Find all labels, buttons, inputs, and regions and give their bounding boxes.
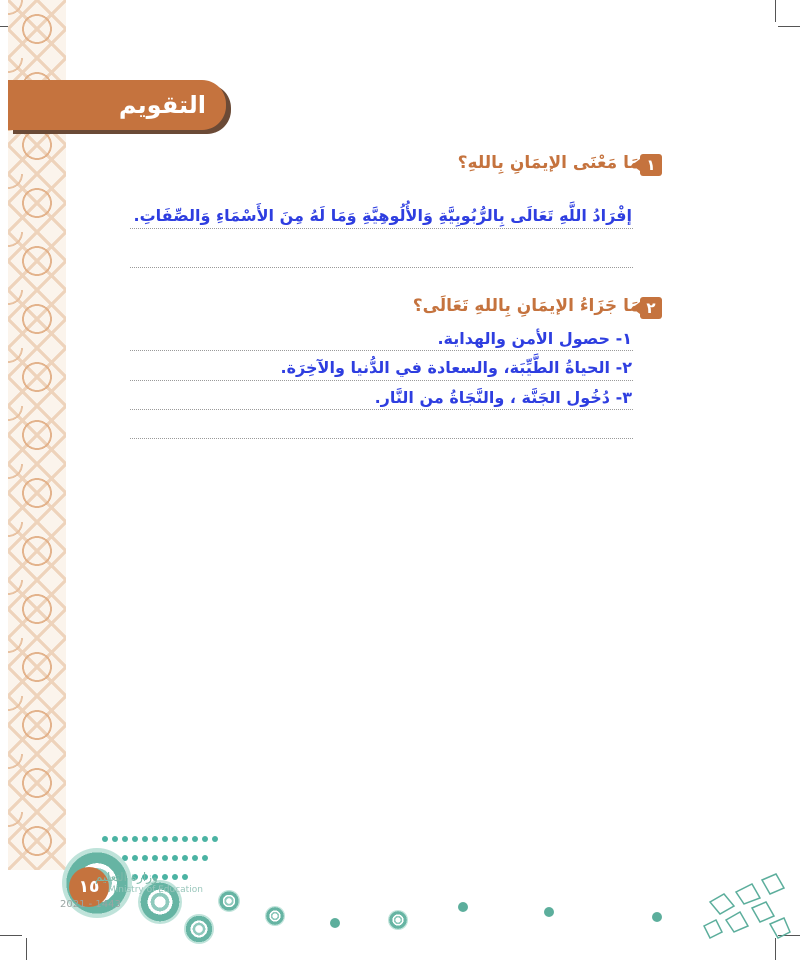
decorative-dot — [458, 902, 468, 912]
answer-line — [130, 350, 633, 351]
crop-mark — [26, 938, 27, 960]
decorative-dot — [330, 918, 340, 928]
answer-line — [130, 380, 633, 381]
answer-line — [130, 228, 633, 229]
crop-mark — [778, 26, 800, 27]
decorative-dot — [544, 907, 554, 917]
rosette-ornament — [265, 906, 285, 926]
rosette-ornament — [184, 914, 214, 944]
answer-line — [130, 267, 633, 268]
year-label: 2021 - 1443 — [60, 899, 121, 910]
answer-line — [130, 438, 633, 439]
section-title: التقويم — [118, 91, 206, 119]
geometric-corner-ornament — [700, 872, 792, 944]
decorative-side-pattern — [8, 0, 66, 870]
ministry-name: وزارة التعليم — [95, 870, 158, 884]
question-number-badge: ١ — [640, 154, 662, 176]
ministry-name-en: Ministry of Education — [108, 885, 203, 895]
answer-item: ١- حصول الأمن والهداية. — [437, 329, 632, 348]
question-number-badge: ٢ — [640, 297, 662, 319]
answer-text: إفْرَادُ اللَّهِ تَعَالَى بِالرُّبُوبِيَّةِ وَالأُلُوهِيَّةِ وَمَا لَهُ مِنَ الأَسْمَاءِ وَالصِّفَاتِ. — [133, 206, 632, 225]
crop-mark — [775, 0, 776, 22]
decorative-dot — [652, 912, 662, 922]
rosette-ornament — [388, 910, 408, 930]
crop-mark — [0, 935, 22, 936]
page-number: ١٥ — [69, 867, 109, 907]
answer-item: ٣- دُخُول الجَنَّة ، والنَّجَاةُ من النَّار. — [374, 388, 632, 407]
question-text: مَا مَعْنَى الإيمَانِ بِاللهِ؟ — [457, 153, 640, 173]
answer-item: ٢- الحياةُ الطَّيِّبَة، والسعادة في الدُّنيا والآخِرَة. — [280, 358, 632, 377]
question-text: مَا جَزَاءُ الإيمَانِ بِاللهِ تَعَالَى؟ — [412, 296, 640, 316]
rosette-ornament — [218, 890, 240, 912]
answer-line — [130, 409, 633, 410]
